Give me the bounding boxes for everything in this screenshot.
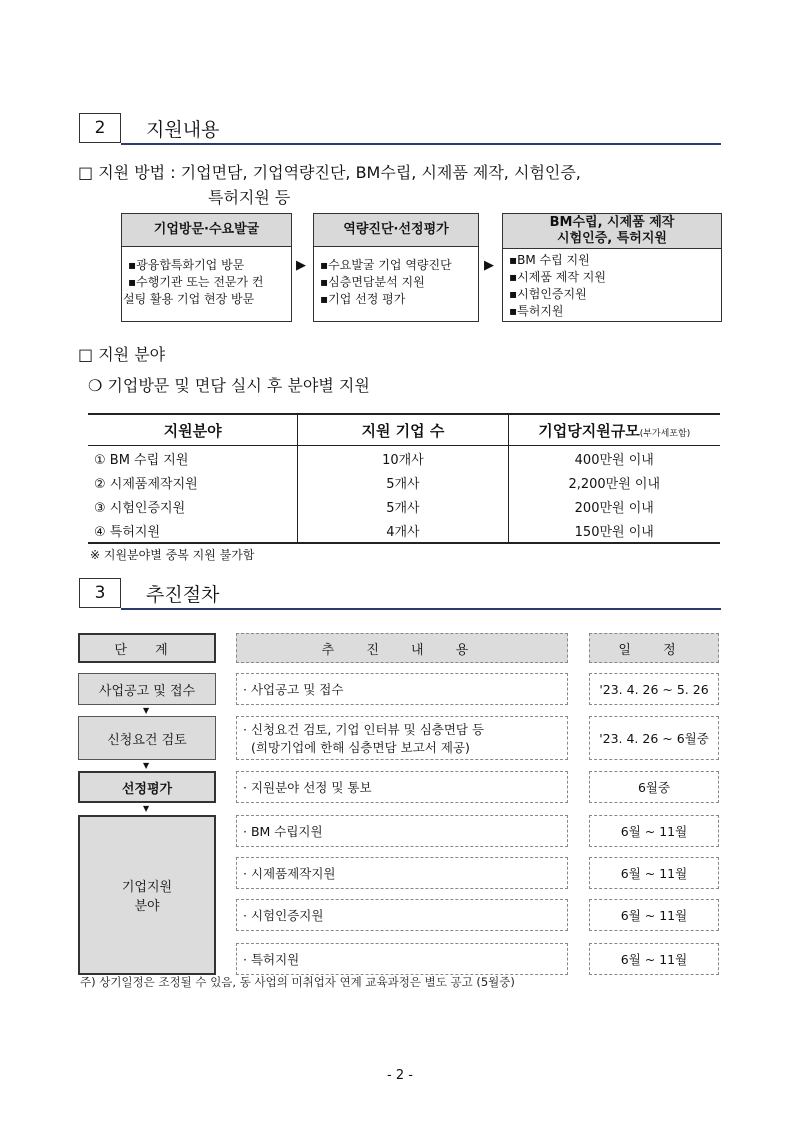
- table-cell: 400만원 이내: [508, 446, 720, 471]
- procedure-schedule: 6월중: [589, 771, 719, 803]
- flow-title: 역량진단·선정평가: [314, 214, 478, 247]
- down-arrow-icon: ▼: [143, 804, 150, 813]
- flow-body: [122, 247, 291, 312]
- fields-note: ※ 지원분야별 중복 지원 불가함: [90, 548, 255, 562]
- fields-table: [88, 413, 720, 544]
- flow-item: ▪광융합특화기업 방문: [128, 258, 245, 272]
- procedure-stage: 신청요건 검토: [78, 716, 216, 760]
- flow-item: ▪기업 선정 평가: [320, 292, 406, 306]
- section-rule: [121, 608, 721, 610]
- table-cell: 5개사: [298, 470, 508, 494]
- procedure-schedule: 6월 ~ 11월: [589, 899, 719, 931]
- flow-item: ▪시험인증지원: [509, 287, 587, 301]
- procedure-stage-line: 기업지원: [121, 880, 173, 895]
- table-cell: ④ 특허지원: [88, 518, 298, 543]
- table-cell: 150만원 이내: [508, 518, 720, 543]
- table-cell: ③ 시험인증지원: [94, 500, 186, 516]
- flow-item: ▪수행기관 또는 전문가 컨: [128, 275, 264, 289]
- method-line-2: 특허지원 등: [208, 188, 291, 207]
- procedure-content: · 시험인증지원: [236, 899, 568, 931]
- table-cell: 2,200만원 이내: [508, 470, 720, 494]
- table-cell: ② 시제품제작지원: [94, 476, 198, 492]
- flow-body: [314, 247, 478, 312]
- table-cell: 5개사: [298, 494, 508, 518]
- flow-title-line: 시험인증, 특허지원: [557, 231, 667, 246]
- procedure-schedule: 6월 ~ 11월: [589, 815, 719, 847]
- flow-item: ▪수요발굴 기업 역량진단: [320, 258, 452, 272]
- table-row: [88, 518, 720, 543]
- table-header: [508, 414, 720, 446]
- footnote: 주) 상기일정은 조정될 수 있음, 동 사업의 미취업자 연계 교육과정은 별도 공고 (5월중): [80, 975, 515, 989]
- procedure-content: · 특허지원: [236, 943, 568, 975]
- table-header: 지원분야: [88, 414, 298, 446]
- table-cell: 200만원 이내: [508, 494, 720, 518]
- flow-box-visit: [121, 213, 292, 322]
- flow-item: ▪특허지원: [509, 304, 564, 318]
- procedure-content: · 지원분야 선정 및 통보: [236, 771, 568, 803]
- procedure-schedule: '23. 4. 26 ~ 6월중: [589, 716, 719, 760]
- table-row: [88, 494, 720, 518]
- flow-item: ▪BM 수립 지원: [509, 253, 590, 267]
- table-cell: ① BM 수립 지원: [94, 452, 189, 468]
- section-title: 지원내용: [146, 119, 220, 141]
- section-number-box: 3: [79, 578, 121, 608]
- procedure-content: · BM 수립지원: [236, 815, 568, 847]
- procedure-stage-line: 분야: [134, 899, 160, 914]
- flow-item: ▪시제품 제작 지원: [509, 270, 606, 284]
- table-cell: 4개사: [298, 518, 508, 543]
- procedure-header-schedule: 일 정: [589, 633, 719, 663]
- procedure-schedule: 6월 ~ 11월: [589, 857, 719, 889]
- flow-title-line: BM수립, 시제품 제작: [549, 214, 675, 230]
- section-title: 추진절차: [146, 584, 220, 606]
- down-arrow-icon: ▼: [143, 706, 150, 715]
- procedure-stage: 선정평가: [78, 771, 216, 803]
- flow-body: [503, 249, 721, 324]
- procedure-content: · 시제품제작지원: [236, 857, 568, 889]
- section-rule: [121, 143, 721, 145]
- flow-item: ▪심층면담분석 지원: [320, 275, 425, 289]
- procedure-schedule: '23. 4. 26 ~ 5. 26: [589, 673, 719, 705]
- flow-title: 기업방문·수요발굴: [122, 214, 291, 247]
- table-row: [88, 470, 720, 494]
- fields-heading: □ 지원 분야: [78, 345, 166, 364]
- procedure-stage-support: [78, 815, 216, 975]
- table-cell: 10개사: [298, 446, 508, 471]
- down-arrow-icon: ▼: [143, 761, 150, 770]
- table-row: [88, 446, 720, 471]
- flow-arrow-icon: ▶: [484, 258, 494, 273]
- flow-box-diagnosis: [313, 213, 479, 322]
- procedure-schedule: 6월 ~ 11월: [589, 943, 719, 975]
- table-header: 지원 기업 수: [298, 414, 508, 446]
- procedure-content: [236, 716, 568, 760]
- flow-arrow-icon: ▶: [296, 258, 306, 273]
- table-header-row: [88, 414, 720, 446]
- flow-box-support: [502, 213, 722, 322]
- procedure-content: · 사업공고 및 접수: [236, 673, 568, 705]
- procedure-content-line: · 신청요건 검토, 기업 인터뷰 및 심층면담 등: [243, 722, 485, 737]
- section-number-box: 2: [79, 113, 121, 143]
- flow-item: 설팅 활용 기업 현장 방문: [123, 292, 255, 306]
- procedure-header-stage: 단 계: [78, 633, 216, 663]
- flow-title: [503, 214, 721, 249]
- procedure-stage: 사업공고 및 접수: [78, 673, 216, 705]
- method-line-1: □ 지원 방법 : 기업면담, 기업역량진단, BM수립, 시제품 제작, 시험인증,: [78, 163, 581, 182]
- table-header-main: 기업당지원규모: [538, 421, 640, 440]
- table-header-note: (부가세포함): [639, 428, 691, 439]
- procedure-header-content: 추 진 내 용: [236, 633, 568, 663]
- page-number: - 2 -: [387, 1068, 413, 1083]
- procedure-content-line: (희망기업에 한해 심층면담 보고서 제공): [251, 740, 470, 755]
- fields-subheading: ❍ 기업방문 및 면담 실시 후 분야별 지원: [88, 376, 370, 395]
